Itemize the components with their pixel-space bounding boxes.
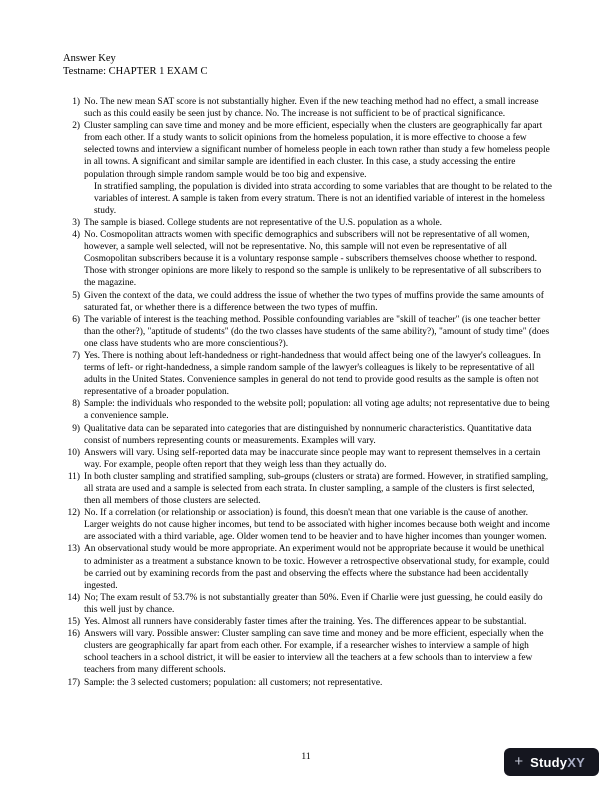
answer-item (66, 229, 552, 289)
answer-paragraph: No; The exam result of 53.7% is not substantially greater than 50%. Even if Charlie were just guessing, he could easily do this well just by chance. (84, 592, 543, 615)
plus-icon: + (514, 752, 524, 770)
answer-text (84, 471, 552, 507)
answer-list (66, 96, 552, 689)
answer-number: 14) (67, 592, 80, 603)
answer-number: 9) (72, 423, 80, 434)
page-number: 11 (301, 752, 311, 762)
answer-text (84, 314, 552, 350)
answer-item (66, 471, 552, 507)
answer-paragraph: In both cluster sampling and stratified sampling, sub-groups (clusters or strata) are formed. However, in stratified sampling, all strata are used and a sample is selected from each strata. In cluster sampling, a sample of the clusters is first selected, then all members of those clusters are selected. (84, 471, 549, 507)
answer-item (66, 120, 552, 217)
answer-paragraph: Sample: the individuals who responded to the website poll; population: all voting age adults; not representative due to being a convenience sample. (84, 399, 550, 422)
answer-key-title: Answer Key (63, 53, 116, 64)
brand-name-primary: Study (530, 754, 568, 770)
answer-number: 11) (67, 471, 80, 482)
answer-item (66, 543, 552, 591)
answer-item (66, 592, 552, 616)
answer-text (84, 447, 552, 471)
answer-number: 1) (72, 97, 80, 107)
answer-text (84, 229, 552, 289)
answer-number: 15) (67, 617, 80, 628)
answer-item (66, 96, 552, 120)
answer-paragraph: Yes. There is nothing about left-handedness or right-handedness that would affect being one of the lawyer's colleagues. In terms of left- or right-handedness, a simple random sample of the lawyer's colleagues is likely to be representative of all adults in the United States. Convenience samples in general do not tend to provide good results as the sample is often not representative of a broader population. (84, 350, 541, 398)
answer-item (66, 314, 552, 350)
answer-paragraph: In stratified sampling, the population is divided into strata according to some variables that are thought to be related to the variables of interest. A sample is taken from every stratum. There is not an identified variable of interest in the homeless study. (94, 181, 552, 216)
answer-text (84, 217, 552, 229)
answer-item (66, 350, 552, 398)
answer-number: 8) (72, 399, 80, 410)
answer-text (84, 677, 552, 689)
answer-paragraph: Cluster sampling can save time and money and be more efficient, especially when the clusters are geographically far apart from each other. If a study wants to solicit opinions from the homeless population, it is more effective to choose a few selected towns and interview a significant number of homeless people in each town rather than study a few homeless people in all towns. A significant and similar sample are identified in each cluster. In this case, a study accessing the entire population through simple random sample would be too big and expensive. (84, 121, 550, 180)
answer-text (84, 628, 552, 676)
answer-paragraph: Sample: the 3 selected customers; population: all customers; not representative. (84, 677, 383, 688)
answer-number: 10) (67, 447, 80, 458)
brand-name-secondary: XY (567, 754, 585, 770)
studyxy-logo (504, 748, 599, 776)
answer-text (84, 96, 552, 120)
answer-number: 4) (72, 230, 80, 241)
answer-text (84, 507, 552, 543)
answer-paragraph: Given the context of the data, we could address the issue of whether the two types of muffins provide the same amounts of saturated fat, or whether there is a difference between the two types of muffin. (84, 290, 544, 313)
answer-text (84, 592, 552, 616)
answer-paragraph: Answers will vary. Possible answer: Cluster sampling can save time and money and be more efficient, especially when the clusters are geographically far apart from each other. For example, if a researcher wishes to interview a sample of high school teachers in a school district, it will be easier to interview all the teachers at a few schools than to interview a few teachers from many different schools. (84, 629, 544, 676)
answer-text (84, 290, 552, 314)
answer-number: 2) (72, 121, 80, 132)
answer-number: 5) (72, 290, 80, 301)
answer-item (66, 628, 552, 676)
answer-paragraph: An observational study would be more appropriate. An experiment would not be appropriate because it would be unethical to administer as a treatment a substance known to be toxic. However a retrospective observational study, for example, could be carried out by examining records from the past and observing the effects where the substance had been accidentally ingested. (84, 544, 550, 591)
answer-text (84, 616, 552, 628)
answer-item (66, 616, 552, 628)
brand-name (530, 756, 585, 769)
answer-paragraph: The sample is biased. College students are not representative of the U.S. population as a whole. (84, 217, 442, 228)
answer-number: 6) (72, 314, 80, 325)
answer-number: 16) (67, 629, 80, 640)
answer-number: 13) (67, 544, 80, 555)
answer-paragraph: Answers will vary. Using self-reported data may be inaccurate since people may want to represent themselves in a certain way. For example, people often report that they weigh less than they actually do. (84, 447, 541, 470)
answer-text (84, 423, 552, 447)
answer-item (66, 290, 552, 314)
answer-number: 17) (67, 677, 80, 688)
answer-item (66, 217, 552, 229)
answer-text (84, 543, 552, 591)
answer-item (66, 677, 552, 689)
answer-number: 12) (67, 508, 80, 519)
answer-text (84, 398, 552, 422)
answer-paragraph: No. If a correlation (or relationship or association) is found, this doesn't mean that one variable is the cause of another. Larger weights do not cause higher incomes, but tend to be associated with higher incomes because both weight and income are associated with a third variable, age. Older women tend to be heavier and to have higher incomes than younger women. (84, 508, 550, 543)
answer-paragraph: Yes. Almost all runners have considerably faster times after the training. Yes. The differences appear to be substantial. (84, 617, 527, 628)
answer-item (66, 507, 552, 543)
answer-item (66, 398, 552, 422)
answer-paragraph: No. Cosmopolitan attracts women with specific demographics and subscribers will not be representative of all women, however, a sample well selected, will not be representative. No, this sample will not even be representative of all Cosmopolitan subscribers because it is a voluntary response sample - subscribers themselves choose whether to respond. Those with stronger opinions are more likely to respond so the sample is unlikely to be representative of all subscribers to the magazine. (84, 230, 542, 289)
answer-paragraph: No. The new mean SAT score is not substantially higher. Even if the new teaching method had no effect, a small increase such as this could easily be seen just by chance. No. The increase is not sufficient to be of practical significance. (84, 97, 539, 120)
answer-item (66, 423, 552, 447)
answer-paragraph: Qualitative data can be separated into categories that are distinguished by nonnumeric characteristics. Quantitative data consist of numbers representing counts or measurements. Examples will vary. (84, 423, 532, 446)
answer-text (84, 120, 552, 217)
answer-paragraph: The variable of interest is the teaching method. Possible confounding variables are "skill of teacher" (is one teacher better than the other?), "aptitude of students" (do the two classes have students of the same ability?), "amount of study time" (does one class have students who are more conscientious?). (84, 314, 550, 349)
answer-number: 7) (72, 350, 80, 361)
answer-number: 3) (72, 217, 80, 228)
answer-item (66, 447, 552, 471)
testname-line: Testname: CHAPTER 1 EXAM C (63, 66, 208, 77)
page-header (63, 52, 208, 78)
answer-text (84, 350, 552, 398)
